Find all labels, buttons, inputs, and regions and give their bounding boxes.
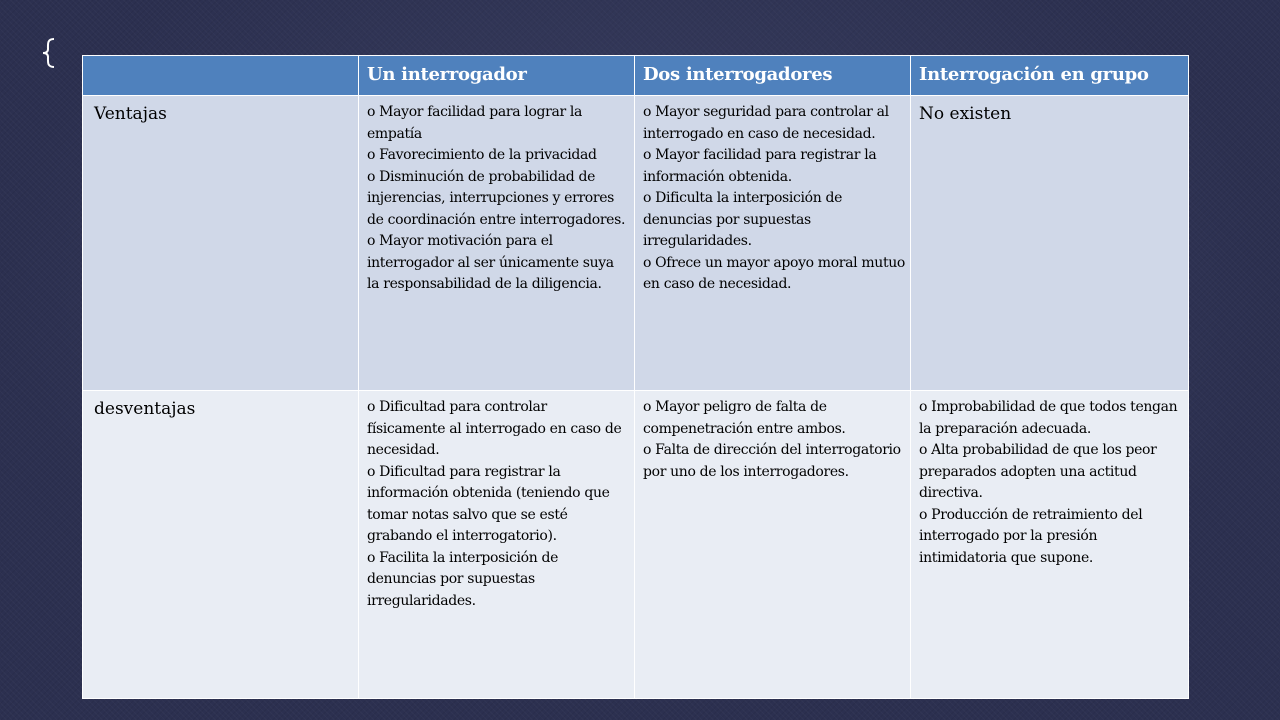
header-cell-empty (83, 56, 359, 96)
ventajas-un-interrogador-list (359, 96, 634, 296)
table-row-ventajas (83, 96, 1189, 391)
table-row-desventajas (83, 391, 1189, 699)
desventajas-interrogacion-grupo-cell (911, 391, 1189, 699)
list-item: o Mayor seguridad para controlar al interrogado en caso de necesidad. (643, 104, 889, 142)
list-item: o Dificultad para controlar físicamente al interrogado en caso de necesidad. (367, 399, 622, 458)
row-label-ventajas: Ventajas (94, 104, 167, 124)
list-item: o Mayor motivación para el interrogador al ser únicamente suya la responsabilidad de la diligencia. (367, 233, 614, 292)
ventajas-grupo-text: No existen (919, 104, 1012, 124)
desventajas-dos-interrogadores-list (635, 391, 910, 483)
list-item: o Mayor facilidad para registrar la información obtenida. (643, 147, 877, 185)
list-item: o Alta probabilidad de que los peor preparados adopten una actitud directiva. (919, 442, 1157, 501)
header-dos-interrogadores: Dos interrogadores (635, 56, 911, 96)
list-item: o Favorecimiento de la privacidad (367, 147, 597, 163)
list-item: o Ofrece un mayor apoyo moral mutuo en caso de necesidad. (643, 254, 905, 292)
table-header-row (83, 56, 1189, 96)
list-item: o Dificultad para registrar la información obtenida (teniendo que tomar notas salvo que se esté grabando el interrogatorio). (367, 463, 610, 544)
header-un-interrogador: Un interrogador (359, 56, 635, 96)
row-label-cell (83, 391, 359, 699)
row-label-cell (83, 96, 359, 391)
ventajas-un-interrogador-cell (359, 96, 635, 391)
list-item: o Dificulta la interposición de denuncias por supuestas irregularidades. (643, 190, 843, 249)
desventajas-interrogacion-grupo-list (911, 391, 1188, 569)
ventajas-dos-interrogadores-cell (635, 96, 911, 391)
header-interrogacion-grupo: Interrogación en grupo (911, 56, 1189, 96)
list-item: o Disminución de probabilidad de injerencias, interrupciones y errores de coordinación entre interrogadores. (367, 168, 626, 228)
list-item: o Improbabilidad de que todos tengan la preparación adecuada. (919, 399, 1178, 437)
left-curly-brace-icon (41, 38, 57, 68)
ventajas-interrogacion-grupo-cell (911, 96, 1189, 391)
list-item: o Mayor facilidad para lograr la empatía (367, 104, 583, 142)
list-item: o Mayor peligro de falta de compenetración entre ambos. (643, 399, 846, 437)
list-item: o Falta de dirección del interrogatorio por uno de los interrogadores. (643, 442, 901, 480)
desventajas-un-interrogador-list (359, 391, 634, 612)
comparison-table (82, 55, 1189, 699)
ventajas-dos-interrogadores-list (635, 96, 910, 296)
row-label-desventajas: desventajas (94, 399, 196, 419)
desventajas-dos-interrogadores-cell (635, 391, 911, 699)
list-item: o Facilita la interposición de denuncias por supuestas irregularidades. (367, 549, 559, 609)
list-item: o Producción de retraimiento del interrogado por la presión intimidatoria que supone. (919, 506, 1143, 566)
desventajas-un-interrogador-cell (359, 391, 635, 699)
